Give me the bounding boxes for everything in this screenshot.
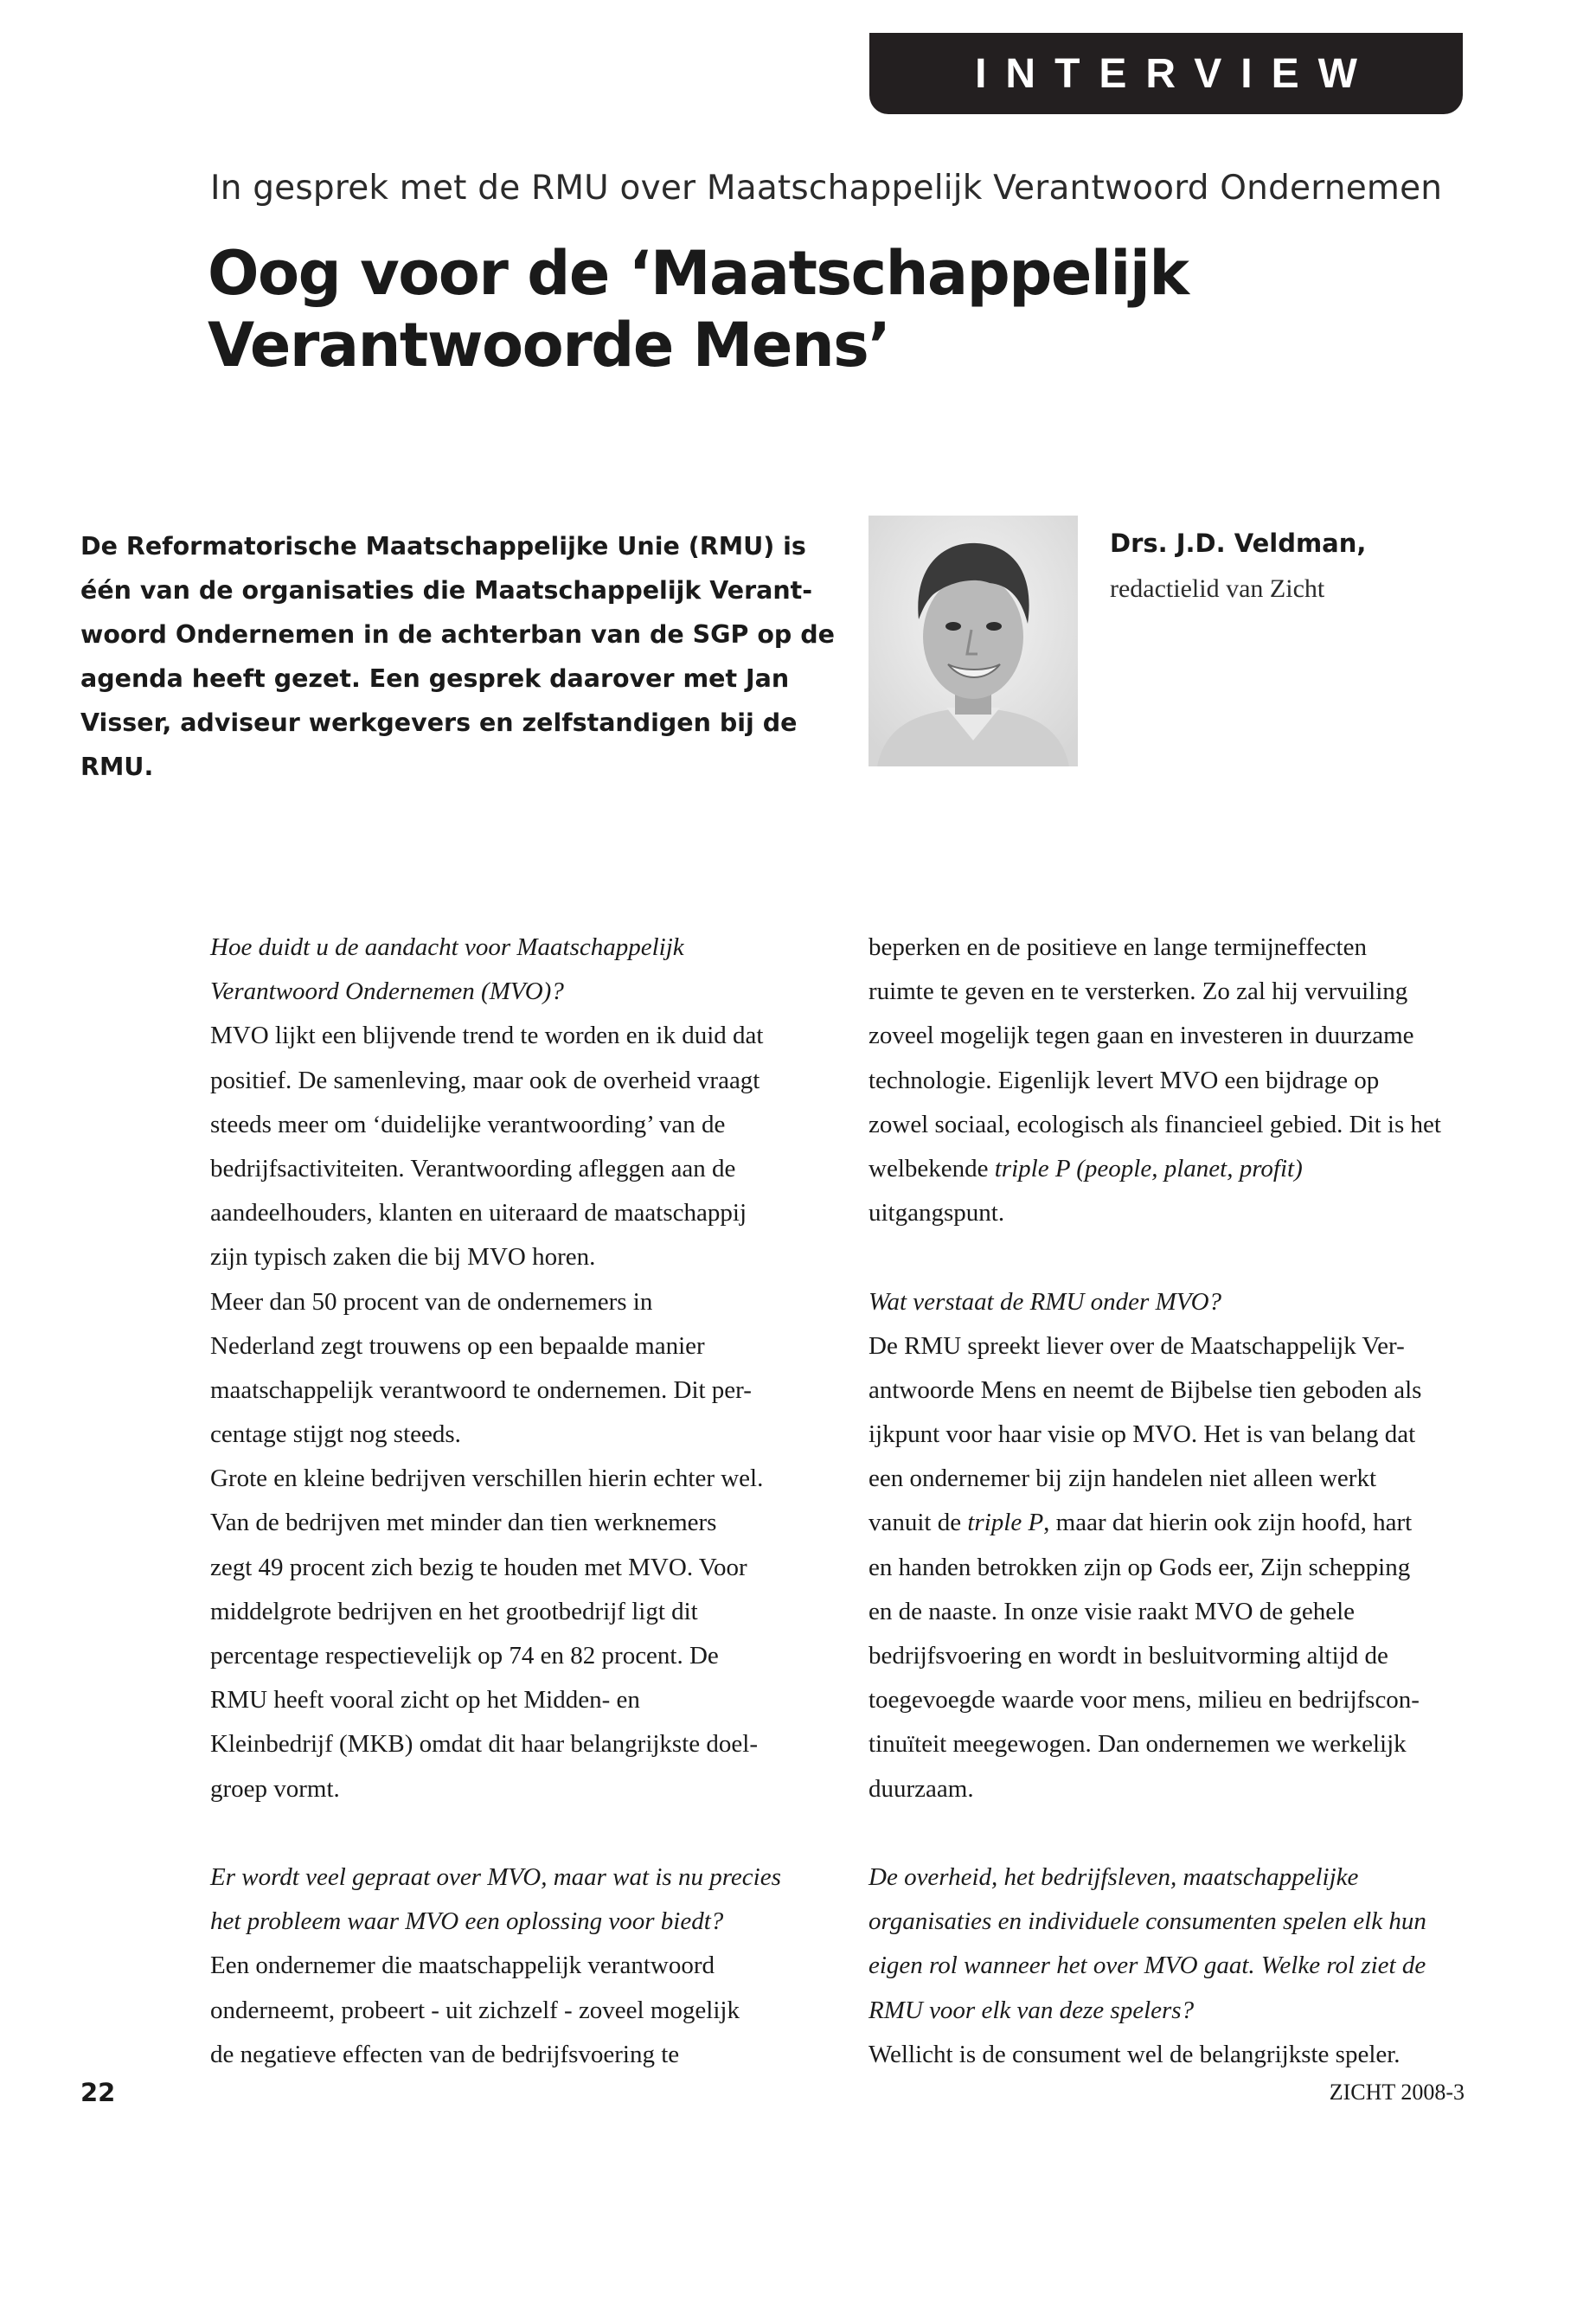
body-line: De RMU spreekt liever over de Maatschappelijk Ver- [869,1331,1405,1360]
italic-term: triple P (people, planet, profit) [994,1154,1303,1183]
body-line: Meer dan 50 procent van de ondernemers in [210,1287,653,1316]
body-line: beperken en de positieve en lange termijneffecten [869,933,1367,961]
body-line: Van de bedrijven met minder dan tien werknemers [210,1509,717,1537]
body-line [869,1147,1491,1191]
body-line: bedrijfsactiviteiten. Verantwoording afleggen aan de [210,1154,736,1183]
body-text: vanuit de [869,1509,968,1537]
interview-question-line: RMU voor elk van deze spelers? [869,1996,1195,2024]
body-line: Kleinbedrijf (MKB) omdat dit haar belangrijkste doel- [210,1730,758,1759]
body-line: Grote en kleine bedrijven verschillen hierin echter wel. [210,1465,764,1493]
body-line: maatschappelijk verantwoord te ondernemen. Dit per- [210,1375,752,1404]
body-text: welbekende [869,1154,995,1183]
author-name: Drs. J.D. Veldman, [1110,529,1367,558]
interview-question-line: De overheid, het bedrijfsleven, maatschappelijke [869,1862,1359,1891]
section-label: INTERVIEW [975,50,1376,97]
lead-line: Visser, adviseur werkgevers en zelfstandigen bij de [80,708,798,737]
paragraph-gap [869,1811,1491,1856]
body-line: tinuïteit meegewogen. Dan ondernemen we werkelijk [869,1730,1407,1759]
body-line: antwoorde Mens en neemt de Bijbelse tien geboden als [869,1375,1422,1404]
portrait-image [869,516,1078,766]
body-line: Wellicht is de consument wel de belangrijkste speler. [869,2040,1401,2068]
body-line: onderneemt, probeert - uit zichzelf - zoveel mogelijk [210,1996,740,2024]
body-line: centage stijgt nog steeds. [210,1420,461,1449]
page-number: 22 [80,2078,116,2107]
body-column-left [210,926,816,2077]
lead-line: één van de organisaties die Maatschappelijk Verant- [80,576,813,605]
body-line: en handen betrokken zijn op Gods eer, Zijn schepping [869,1553,1411,1581]
interview-question-line: eigen rol wanneer het over MVO gaat. Welke rol ziet de [869,1952,1426,1980]
body-line: steeds meer om ‘duidelijke verantwoording’ van de [210,1110,726,1138]
body-line: toegevoegde waarde voor mens, milieu en bedrijfscon- [869,1686,1420,1715]
interview-question-line: Hoe duidt u de aandacht voor Maatschappelijk [210,933,684,961]
body-line: een ondernemer bij zijn handelen niet alleen werkt [869,1465,1376,1493]
headline-line: Oog voor de ‘Maatschappelijk [208,238,1189,309]
section-label-tab [869,33,1463,114]
body-line: RMU heeft vooral zicht op het Midden- en [210,1686,640,1715]
lead-paragraph [80,524,833,789]
body-line: duurzaam. [869,1774,974,1803]
interview-question-line: Verantwoord Ondernemen (MVO)? [210,977,564,1006]
lead-line: agenda heeft gezet. Een gesprek daarover met Jan [80,664,790,693]
body-line: zowel sociaal, ecologisch als financieel gebied. Dit is het [869,1110,1441,1138]
body-line: Nederland zegt trouwens op een bepaalde manier [210,1331,705,1360]
lead-line: woord Ondernemen in de achterban van de SGP op de [80,620,835,649]
author-photo [869,516,1078,766]
lead-line: RMU. [80,753,154,781]
headline [208,238,1505,381]
body-line: groep vormt. [210,1774,340,1803]
body-line: positief. De samenleving, maar ook de overheid vraagt [210,1066,760,1094]
body-line: uitgangspunt. [869,1199,1005,1227]
body-line: aandeelhouders, klanten en uiteraard de maatschappij [210,1199,747,1227]
body-line: middelgrote bedrijven en het grootbedrijf ligt dit [210,1597,698,1625]
interview-question-line: organisaties en individuele consumenten spelen elk hun [869,1907,1426,1936]
body-line: de negatieve effecten van de bedrijfsvoering te [210,2040,680,2068]
body-line: Een ondernemer die maatschappelijk verantwoord [210,1952,715,1980]
body-line: zoveel mogelijk tegen gaan en investeren in duurzame [869,1022,1414,1050]
journal-issue: ZICHT 2008-3 [1329,2080,1465,2105]
body-line: zijn typisch zaken die bij MVO horen. [210,1243,596,1272]
body-line: ruimte te geven en te versterken. Zo zal hij vervuiling [869,977,1408,1006]
interview-question-line: Wat verstaat de RMU onder MVO? [869,1287,1222,1316]
italic-term: triple P [967,1509,1044,1537]
body-line: zegt 49 procent zich bezig te houden met MVO. Voor [210,1553,747,1581]
paragraph-gap [869,1235,1491,1279]
paragraph-gap [210,1811,816,1856]
body-line [869,1501,1491,1545]
headline-line: Verantwoorde Mens’ [208,309,890,381]
body-line: technologie. Eigenlijk levert MVO een bijdrage op [869,1066,1380,1094]
body-line: ijkpunt voor haar visie op MVO. Het is van belang dat [869,1420,1416,1449]
body-line: bedrijfsvoering en wordt in besluitvorming altijd de [869,1642,1388,1670]
body-line: percentage respectievelijk op 74 en 82 procent. De [210,1642,719,1670]
body-line: MVO lijkt een blijvende trend te worden en ik duid dat [210,1022,764,1050]
body-line: en de naaste. In onze visie raakt MVO de gehele [869,1597,1356,1625]
interview-question-line: het probleem waar MVO een oplossing voor biedt? [210,1907,724,1936]
body-column-right [869,926,1491,2077]
interview-question-line: Er wordt veel gepraat over MVO, maar wat is nu precies [210,1862,781,1891]
lead-line: De Reformatorische Maatschappelijke Unie (RMU) is [80,532,806,561]
body-text: , maar dat hierin ook zijn hoofd, hart [1043,1509,1413,1537]
author-role: redactielid van Zicht [1110,574,1325,603]
kicker: In gesprek met de RMU over Maatschappelijk Verantwoord Ondernemen [210,169,1443,208]
